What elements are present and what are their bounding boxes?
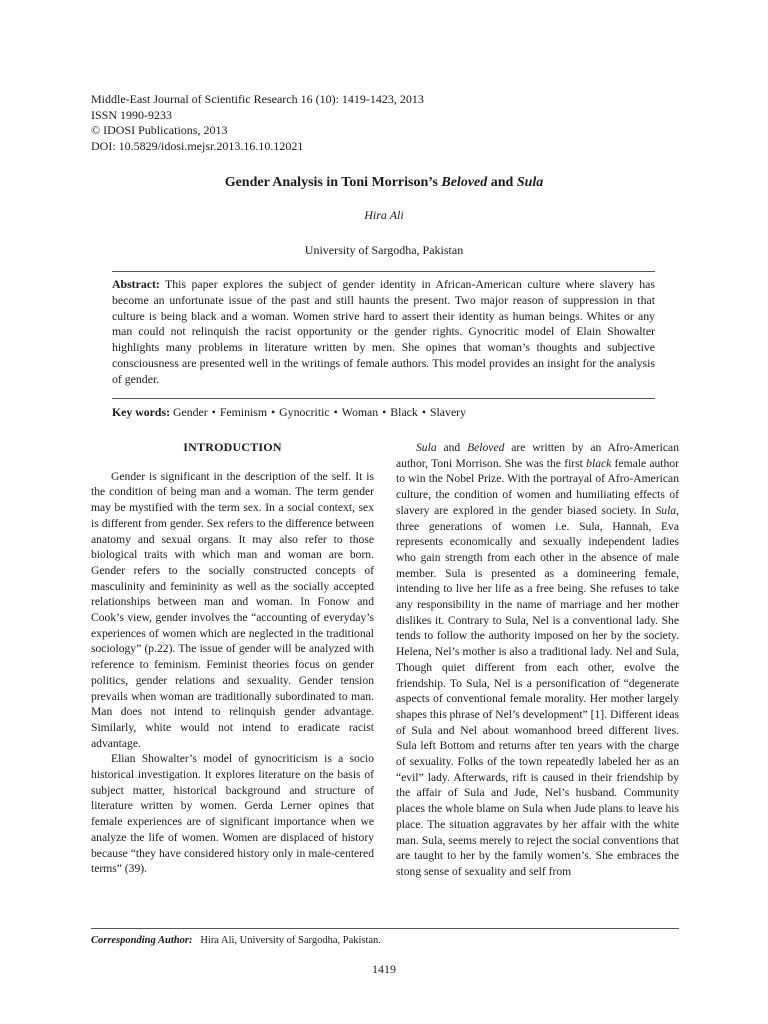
title-beloved: Beloved bbox=[441, 175, 488, 190]
keywords bbox=[112, 405, 672, 420]
journal-name-line: Middle-East Journal of Scientific Research 16 (10): 1419-1423, 2013 bbox=[91, 92, 424, 106]
right-column bbox=[396, 440, 679, 880]
journal-citation-header bbox=[91, 92, 424, 154]
keyword: Slavery bbox=[429, 405, 467, 419]
page-number: 1419 bbox=[372, 962, 396, 976]
footnote-rule bbox=[91, 928, 679, 929]
italic-sula: Sula bbox=[655, 503, 677, 517]
corresponding-author-footnote bbox=[91, 935, 381, 946]
italic-sula: Sula bbox=[416, 441, 437, 454]
title-sula: Sula bbox=[516, 175, 544, 190]
abstract-label: Abstract: bbox=[112, 277, 160, 291]
title-prefix: Gender Analysis in Toni Morrison’s bbox=[224, 175, 442, 190]
keyword: Black bbox=[390, 405, 418, 419]
text-run: and bbox=[436, 441, 468, 454]
author-name: Hira Ali bbox=[364, 208, 404, 222]
doi-line: DOI: 10.5829/idosi.mejsr.2013.16.10.12021 bbox=[91, 138, 304, 153]
issn-line: ISSN 1990-9233 bbox=[91, 107, 173, 122]
left-column bbox=[91, 440, 374, 877]
introduction-paragraph: Gender is significant in the description of the self. It is the condition of being man and a woman. The term gender may be mystified with the term sex. In a social context, sex is different from gender. Sex refers to the difference between anatomy and sexual organs. It may also refer to those biological traits with which man and woman are born. Gender refers to the socially constructed concepts of masculinity and femininity as well as the socially accepted relationships between man and woman. In Fonow and Cook’s view, gender involves the “accounting of everyday’s experiences of women which are neglected in the traditional sociology” (p.22). The issue of gender will be analyzed with reference to feminism. Feminist theories focus on gender politics, gender relations and sexuality. Gender tension prevails when woman are traditionally subordinated to man. Man does not intend to relinquish gender advantage. Similarly, white would not intend to eradicate racist advantage. bbox=[91, 469, 374, 750]
keyword-separator: • bbox=[211, 405, 216, 419]
italic-black: black bbox=[586, 456, 612, 470]
paper-title bbox=[0, 175, 768, 191]
body-paragraph bbox=[396, 440, 679, 880]
title-middle: and bbox=[487, 175, 517, 190]
abstract-text: This paper explores the subject of gender identity in African-American culture where slavery has become an unfortunate issue of the past and still haunts the present. Two major reason of suppression in that culture is being black and a woman. Women strive hard to assert their identity as human beings. Whites or any man could not relinquish the racist opportunity or the gender rights. Gynocritic model of Elain Showalter highlights many problems in literature written by men. She opines that woman’s thoughts and subjective consciousness are presented well in the writings of female authors. This model provides an insight for the analysis of gender. bbox=[112, 277, 655, 386]
text-run: female author to win the Nobel Prize. With the portrayal of Afro-American culture, the condition of women and humiliating effects of slavery are explored in the gender biased society. In bbox=[396, 456, 679, 517]
keyword-separator: • bbox=[333, 405, 338, 419]
keywords-label: Key words: bbox=[112, 405, 170, 419]
italic-beloved: Beloved bbox=[467, 441, 505, 454]
keyword: Woman bbox=[341, 405, 379, 419]
keyword: Gynocritic bbox=[279, 405, 330, 419]
footnote-text: Hira Ali, University of Sargodha, Pakistan. bbox=[200, 935, 381, 946]
keyword-separator: • bbox=[271, 405, 276, 419]
copyright-line: © IDOSI Publications, 2013 bbox=[91, 123, 228, 137]
keyword-separator: • bbox=[382, 405, 387, 419]
text-run: are written by an Afro-American author, Toni Morrison. She was the first bbox=[396, 441, 679, 470]
introduction-paragraph: Elian Showalter’s model of gynocriticism is a socio historical investigation. It explores literature on the basis of subject matter, historical background and structure of literature written by women. Gerda Lerner opines that female experiences are of significant importance when we analyze the life of women. Women are displaced of history because “they have considered history only in male-centered terms” (39). bbox=[91, 752, 374, 876]
introduction-heading: INTRODUCTION bbox=[183, 440, 282, 454]
abstract-top-rule bbox=[112, 271, 655, 272]
keyword: Gender bbox=[172, 405, 208, 419]
keyword: Feminism bbox=[219, 405, 268, 419]
abstract bbox=[112, 277, 655, 388]
abstract-bottom-rule bbox=[112, 398, 655, 399]
keyword-separator: • bbox=[421, 405, 426, 419]
footnote-label: Corresponding Author: bbox=[91, 935, 193, 946]
text-run: , three generations of women i.e. Sula, Hannah, Eva represents economically and sexually independent ladies who gain strength from each other in the absence of male member. Sula is presented as a domineering female, intending to live her life as a free being. She refuses to take any responsibility in the name of marriage and her mother dislikes it. Contrary to Sula, Nel is a conventional lady. She tends to follow the authority imposed on her by the society. Helena, Nel’s mother is also a traditional lady. Nel and Sula, Though quiet different from each other, evolve the friendship. To Sula, Nel is a personification of “degenerate aspects of conventional female morality. Her mother largely shapes this phrase of Nel’s development” [1]. Different ideas of Sula and Nel about womanhood breed different lives. Sula left Bottom and returns after ten years with the charge of sexuality. Folks of the town repeatedly labeled her as an “evil” lady. Afterwards, rift is caused in their friendship by the affair of Sula and Jude, Nel’s husband. Community places the whole blame on Sula when Jude plans to leave his place. The situation aggravates by her affair with the white man. Sula, seems merely to reject the social conventions that are taught to her by the family women’s. She embraces the stong sense of sexuality and self from bbox=[396, 503, 679, 878]
author-affiliation: University of Sargodha, Pakistan bbox=[304, 243, 464, 257]
